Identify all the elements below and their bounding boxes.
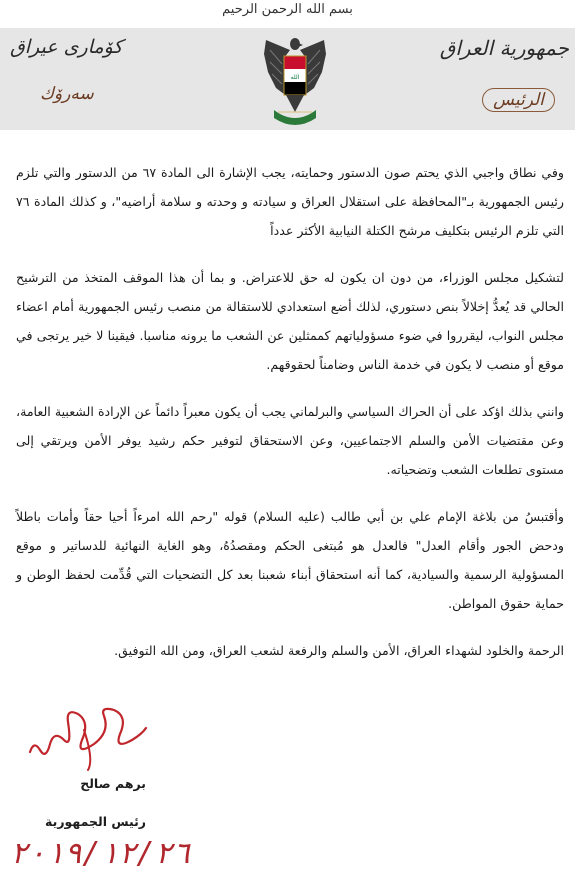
kurdish-title: كۆمارى عيراق — [10, 36, 123, 58]
kurdish-subtitle: سەرۆك — [40, 84, 94, 104]
arabic-title: جمهورية العراق — [439, 36, 569, 60]
handwritten-signature — [24, 700, 154, 772]
letter-paragraph: الرحمة والخلود لشهداء العراق، الأمن والسلم والرفعة لشعب العراق، ومن الله التوفيق. — [114, 643, 564, 658]
basmala: بسم الله الرحمن الرحيم — [222, 2, 353, 17]
handwritten-date: ٢٠١٩/١٢/٢٦ — [10, 836, 191, 871]
arabic-subtitle: الرئيس — [482, 88, 555, 112]
signer-name: برهم صالح — [80, 776, 146, 791]
letter-body — [16, 158, 564, 665]
svg-text:الله: الله — [290, 74, 300, 81]
letter-paragraph: وأقتبسُ من بلاغة الإمام علي بن أبي طالب (عليه السلام) قوله "رحم الله امرءاً أحيا حقاً وأمات باطلاً ودحض الجور وأقام العدل" فالعدل هو مُبتغى الحكم ومقصدُهُ، وهو الغاية النهائية للدساتير و موقع المسؤولية الرسمية والسيادية، كما أنه استحقاق أبناء شعبنا بعد كل التضحيات التي قُدِّمت لحفظ الوطن و حماية حقوق المواطن. — [16, 509, 564, 611]
signer-title: رئيس الجمهورية — [45, 814, 146, 829]
letter-paragraph: وانني بذلك اؤكد على أن الحراك السياسي والبرلماني يجب أن يكون معبراً دائماً عن الإرادة الشعبية العامة، وعن مقتضيات الأمن والسلم الاجتماعيين، وعن الاستحقاق لتوفير حكم رشيد يوفر الأمن ويرتقي إلى مستوى تطلعات الشعب وتضحياته. — [16, 404, 564, 477]
letter-paragraph: وفي نطاق واجبي الذي يحتم صون الدستور وحمايته، يجب الإشارة الى المادة ٦٧ من الدستور والتي تلزم رئيس الجمهورية بـ"المحافظة على استقلال العراق و سيادته و وحدته و سلامة أراضيه"، و كذلك المادة ٧٦ التي تلزم الرئيس بتكليف مرشح الكتلة النيابية الأكثر عدداً — [16, 165, 564, 238]
letter-paragraph: لتشكيل مجلس الوزراء، من دون ان يكون له حق للاعتراض. و بما أن هذا الموقف المتخذ من الترشيح الحالي قد يُعدُّ إخلالاً بنص دستوري، لذلك أضع استعدادي للاستقالة من منصب رئيس الجمهورية أمام اعضاء مجلس النواب، ليقرروا في ضوء مسؤولياتهم كممثلين عن الشعب ما يرونه مناسبا. فيقينا لا خير يرتجى في موقع أو منصب لا يكون في خدمة الناس وضامناً لحقوقهم. — [16, 270, 564, 372]
iraq-eagle-emblem-icon — [262, 34, 328, 128]
